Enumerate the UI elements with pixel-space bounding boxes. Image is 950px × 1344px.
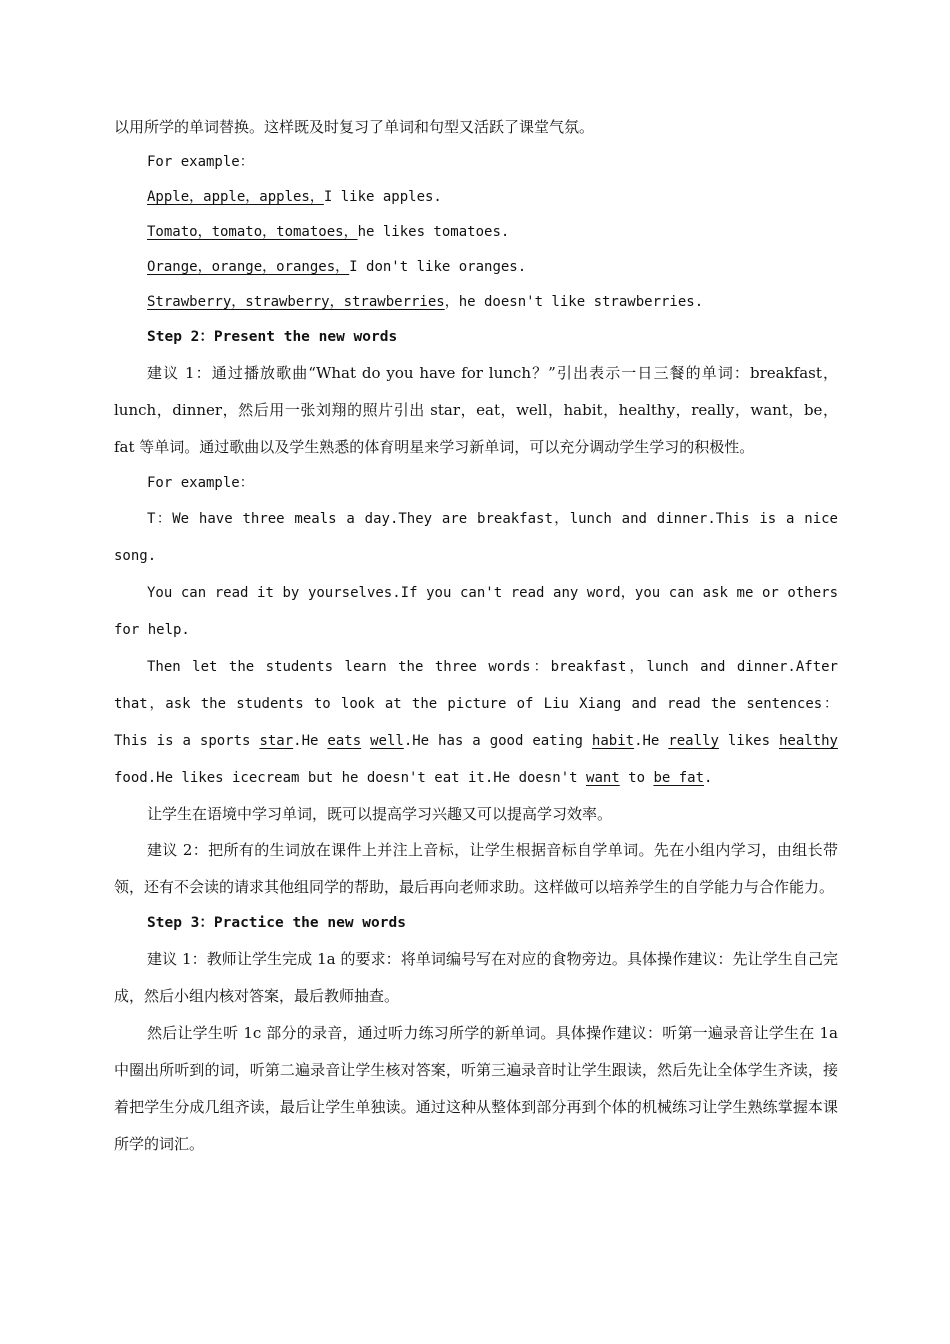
vocab-habit: habit	[591, 733, 635, 749]
chant-line	[114, 285, 838, 320]
suggestion-2-paragraph: 建议 2：把所有的生词放在课件上并注上音标，让学生根据音标自学单词。先在小组内学习，由组长带领，还有不会读的请求其他组同学的帮助，最后再向老师求助。这样做可以培养学生的自学能力与合作能力。	[114, 841, 838, 896]
vocab-well: well	[370, 733, 404, 749]
then-paragraph	[114, 649, 838, 797]
text-run: .	[704, 770, 713, 786]
read-line: You can read it by yourselves.If you can't read any word，you can ask me or others for help.	[114, 585, 838, 638]
text-run: likes	[718, 733, 779, 749]
step3-heading: Step 3：Practice the new words	[147, 915, 406, 931]
example-label: For example：	[147, 475, 254, 491]
vocab-eats: eats	[327, 733, 362, 749]
listening-paragraph: 然后让学生听 1c 部分的录音，通过听力练习所学的新单词。具体操作建议：听第一遍录音让学生在 1a 中圈出所听到的词，听第二遍录音让学生核对答案，听第三遍录音时让学生跟读，然后先让全体学生齐读，接着把学生分成几组齐读，最后让学生单独读。通过这种从整体到部分再到个体的机械练习让学生熟练掌握本课所学的词汇。	[114, 1024, 838, 1153]
chant-text: ，he doesn't like strawberries.	[444, 294, 704, 310]
chant-line	[114, 215, 838, 250]
vocab-star: star	[259, 733, 294, 749]
text-run: to	[619, 770, 654, 786]
text-run: food.He likes icecream but he doesn't eat it.He doesn't	[114, 770, 587, 786]
chant-line	[114, 250, 838, 285]
document-page	[114, 110, 838, 1163]
suggestion-3-paragraph: 建议 1：教师让学生完成 1a 的要求：将单词编号写在对应的食物旁边。具体操作建议：先让学生自己完成，然后小组内核对答案，最后教师抽查。	[114, 950, 838, 1005]
intro-line: 以用所学的单词替换。这样既及时复习了单词和句型又活跃了课堂气氛。	[114, 118, 595, 136]
chant-text: I don't like oranges.	[349, 259, 527, 275]
example-label: For example：	[147, 154, 254, 170]
vocab-really: really	[668, 733, 719, 749]
vocab-want: want	[586, 770, 620, 786]
chant-underlined: Orange，orange，oranges，	[147, 259, 350, 275]
chant-line	[114, 180, 838, 215]
text-run: .He	[634, 733, 669, 749]
chant-underlined: Strawberry，strawberry，strawberries	[147, 294, 445, 310]
chant-underlined: Tomato，tomato，tomatoes，	[147, 224, 358, 240]
text-run: Then let the students learn the three words：breakfast，lunch and dinner.After that，ask the students to look at the picture of Liu Xiang and read the sentences：This is a sports	[114, 659, 838, 749]
vocab-be-fat: be fat	[653, 770, 705, 786]
text-run	[361, 733, 370, 749]
suggestion-1-paragraph: 建议 1：通过播放歌曲“What do you have for lunch？”引出表示一日三餐的单词：breakfast，lunch，dinner，然后用一张刘翔的照片引出 star，eat，well，habit，healthy，really，want，be，fat 等单词。通过歌曲以及学生熟悉的体育明星来学习新单词，可以充分调动学生学习的积极性。	[114, 364, 838, 456]
teacher-line: T：We have three meals a day.They are breakfast，lunch and dinner.This is a nice song.	[114, 511, 838, 564]
chant-text: he likes tomatoes.	[357, 224, 510, 240]
chant-text: I like apples.	[323, 189, 442, 205]
context-line: 让学生在语境中学习单词，既可以提高学习兴趣又可以提高学习效率。	[147, 805, 613, 823]
text-run: .He	[293, 733, 328, 749]
step2-heading: Step 2：Present the new words	[147, 329, 398, 345]
text-run: .He has a good eating	[403, 733, 592, 749]
vocab-healthy: healthy	[778, 733, 838, 749]
chant-underlined: Apple，apple，apples，	[147, 189, 324, 205]
